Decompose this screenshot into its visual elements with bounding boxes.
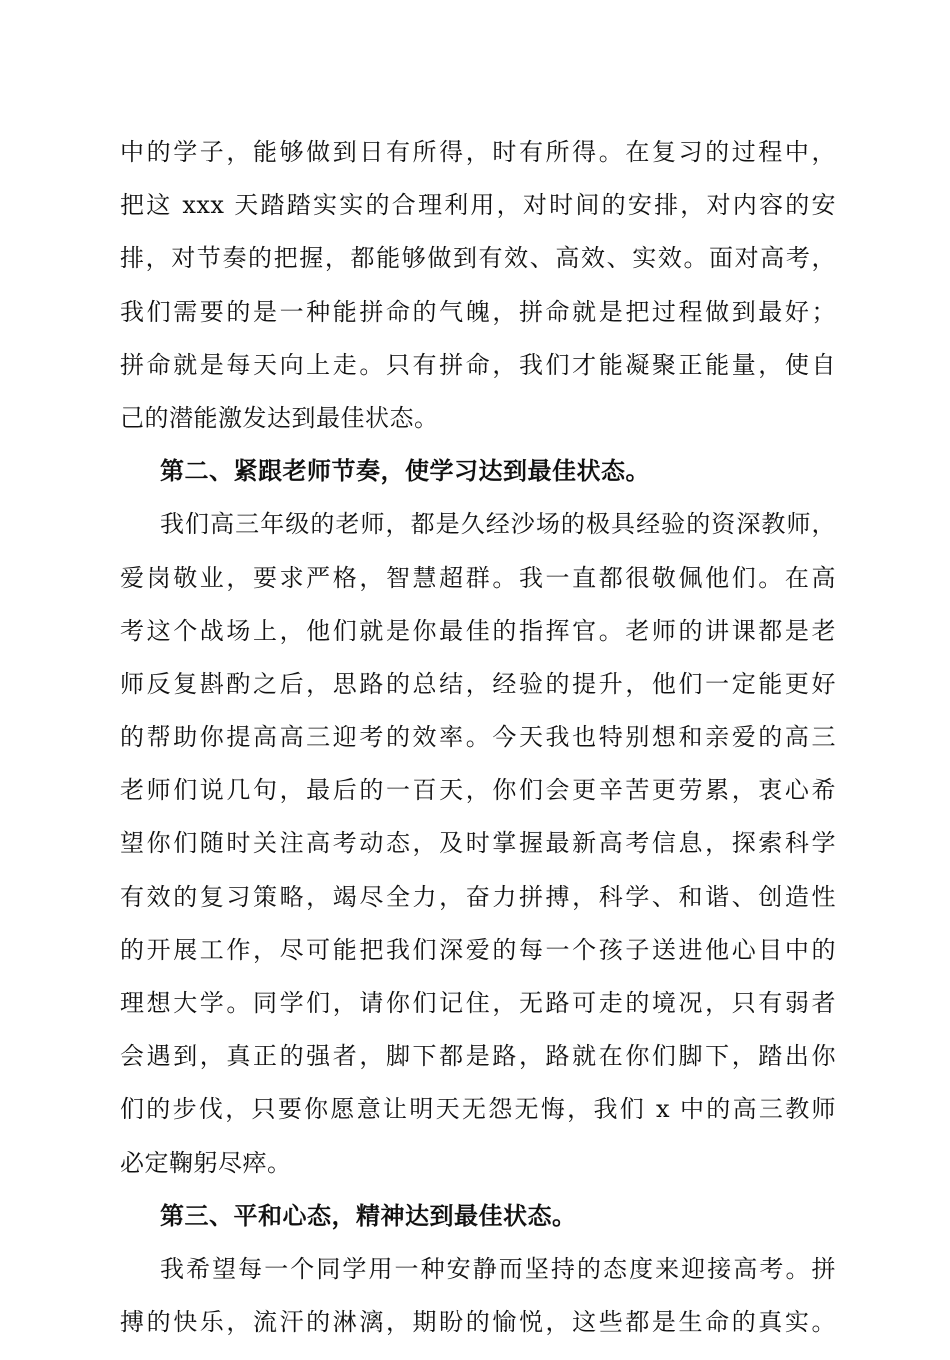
text-line: 拼命就是每天向上走。只有拼命，我们才能凝聚正能量，使自 xyxy=(120,350,836,379)
text-line: 必定鞠躬尽瘁。 xyxy=(120,1148,292,1177)
text-line: 会遇到，真正的强者，脚下都是路，路就在你们脚下，踏出你 xyxy=(120,1042,836,1071)
text-line: 我们高三年级的老师，都是久经沙场的极具经验的资深教师， xyxy=(160,510,836,539)
text-line: 理想大学。同学们，请你们记住，无路可走的境况，只有弱者 xyxy=(120,989,836,1017)
section-heading-3: 第三、平和心态，精神达到最佳状态。 xyxy=(160,1200,577,1230)
text-line: 我希望每一个同学用一种安静而坚持的态度来迎接高考。拼 xyxy=(160,1254,836,1283)
document-body xyxy=(120,137,836,1360)
text-line: 己的潜能激发达到最佳状态。 xyxy=(120,403,439,432)
text-line: 老师们说几句，最后的一百天，你们会更辛苦更劳累，衷心希 xyxy=(120,776,836,805)
text-line: 的帮助你提高高三迎考的效率。今天我也特别想和亲爱的高三 xyxy=(120,723,836,752)
text-line: 有效的复习策略，竭尽全力，奋力拼搏，科学、和谐、创造性 xyxy=(120,882,836,911)
text-line: 爱岗敬业，要求严格，智慧超群。我一直都很敬佩他们。在高 xyxy=(120,563,836,592)
section-heading-2: 第二、紧跟老师节奏，使学习达到最佳状态。 xyxy=(160,456,650,486)
text-line: 排，对节奏的把握，都能够做到有效、高效、实效。面对高考， xyxy=(120,244,836,273)
text-line: 们的步伐，只要你愿意让明天无怨无悔，我们 x 中的高三教师 xyxy=(120,1095,836,1124)
text-line: 考这个战场上，他们就是你最佳的指挥官。老师的讲课都是老 xyxy=(120,616,836,645)
text-line: 我们需要的是一种能拼命的气魄，拼命就是把过程做到最好； xyxy=(120,297,836,326)
text-line: 望你们随时关注高考动态，及时掌握最新高考信息，探索科学 xyxy=(120,829,836,858)
text-line: 师反复斟酌之后，思路的总结，经验的提升，他们一定能更好 xyxy=(120,669,836,698)
text-line: 把这 xxx 天踏踏实实的合理利用，对时间的安排，对内容的安 xyxy=(120,191,836,220)
text-line: 的开展工作，尽可能把我们深爱的每一个孩子送进他心目中的 xyxy=(120,935,836,964)
text-line: 搏的快乐，流汗的淋漓，期盼的愉悦，这些都是生命的真实。 xyxy=(120,1308,836,1337)
text-line: 中的学子，能够做到日有所得，时有所得。在复习的过程中， xyxy=(120,138,836,166)
